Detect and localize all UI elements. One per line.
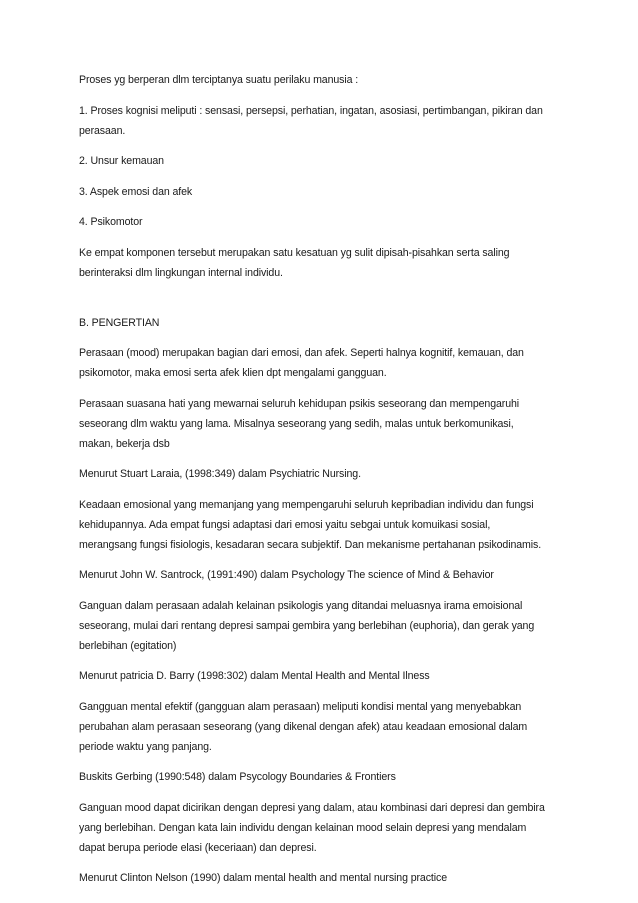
source-citation: Menurut Stuart Laraia, (1998:349) dalam Psychiatric Nursing. xyxy=(79,468,361,480)
definition-paragraph: Perasaan (mood) merupakan bagian dari emosi, dan afek. Seperti halnya kognitif, kemauan, dan psikomotor, maka emosi serta afek klien dpt mengalami gangguan. xyxy=(79,347,524,379)
list-item: 4. Psikomotor xyxy=(79,216,143,228)
source-citation: Menurut John W. Santrock, (1991:490) dalam Psychology The science of Mind & Behavior xyxy=(79,569,494,581)
section-heading: B. PENGERTIAN xyxy=(79,316,160,329)
source-citation: Buskits Gerbing (1990:548) dalam Psycology Boundaries & Frontiers xyxy=(79,771,396,783)
definition-paragraph: Keadaan emosional yang memanjang yang mempengaruhi seluruh kepribadian individu dan fungsi kehidupannya. Ada empat fungsi adaptasi dari emosi yaitu sebgai untuk komuikasi sosial, merangsang fungsi fisiologis, kesadaran secara subjektif. Dan mekanisme pertahanan psikodinamis. xyxy=(79,498,542,551)
definition-paragraph: Gangguan mental efektif (gangguan alam perasaan) meliputi kondisi mental yang menyebabkan perubahan alam perasaan seseorang (yang dikenal dengan afek) atau keadaan emosional dalam periode waktu yang panjang. xyxy=(79,700,528,753)
definition-paragraph: Perasaan suasana hati yang mewarnai seluruh kehidupan psikis seseorang dan mempengaruhi seseorang dlm waktu yang lama. Misalnya seseorang yang sedih, malas untuk berkomunikasi, makan, bekerja dsb xyxy=(79,397,520,450)
definition-paragraph: Ganguan mood dapat dicirikan dengan depresi yang dalam, atau kombinasi dari depresi dan gembira yang berlebihan. Dengan kata lain individu dengan kelainan mood selain depresi yang mendalam dapat berupa periode elasi (keceriaan) dan depresi. xyxy=(79,801,545,854)
list-item: 1. Proses kognisi meliputi : sensasi, persepsi, perhatian, ingatan, asosiasi, pertimbangan, pikiran dan perasaan. xyxy=(79,104,543,137)
intro-paragraph: Proses yg berperan dlm terciptanya suatu perilaku manusia : xyxy=(79,74,359,86)
summary-paragraph: Ke empat komponen tersebut merupakan satu kesatuan yg sulit dipisah-pisahkan serta saling berinteraksi dlm lingkungan internal individu. xyxy=(79,246,510,279)
list-item: 3. Aspek emosi dan afek xyxy=(79,185,193,198)
document-body xyxy=(79,70,567,899)
definition-paragraph: Ganguan dalam perasaan adalah kelainan psikologis yang ditandai meluasnya irama emoisional seseorang, mulai dari rentang depresi sampai gembira yang berlebihan (euphoria), dan gerak yang berlebihan (egitation) xyxy=(79,599,535,652)
source-citation: Menurut patricia D. Barry (1998:302) dalam Mental Health and Mental Ilness xyxy=(79,670,430,682)
list-item: 2. Unsur kemauan xyxy=(79,155,164,167)
source-citation: Menurut Clinton Nelson (1990) dalam mental health and mental nursing practice xyxy=(79,872,447,884)
